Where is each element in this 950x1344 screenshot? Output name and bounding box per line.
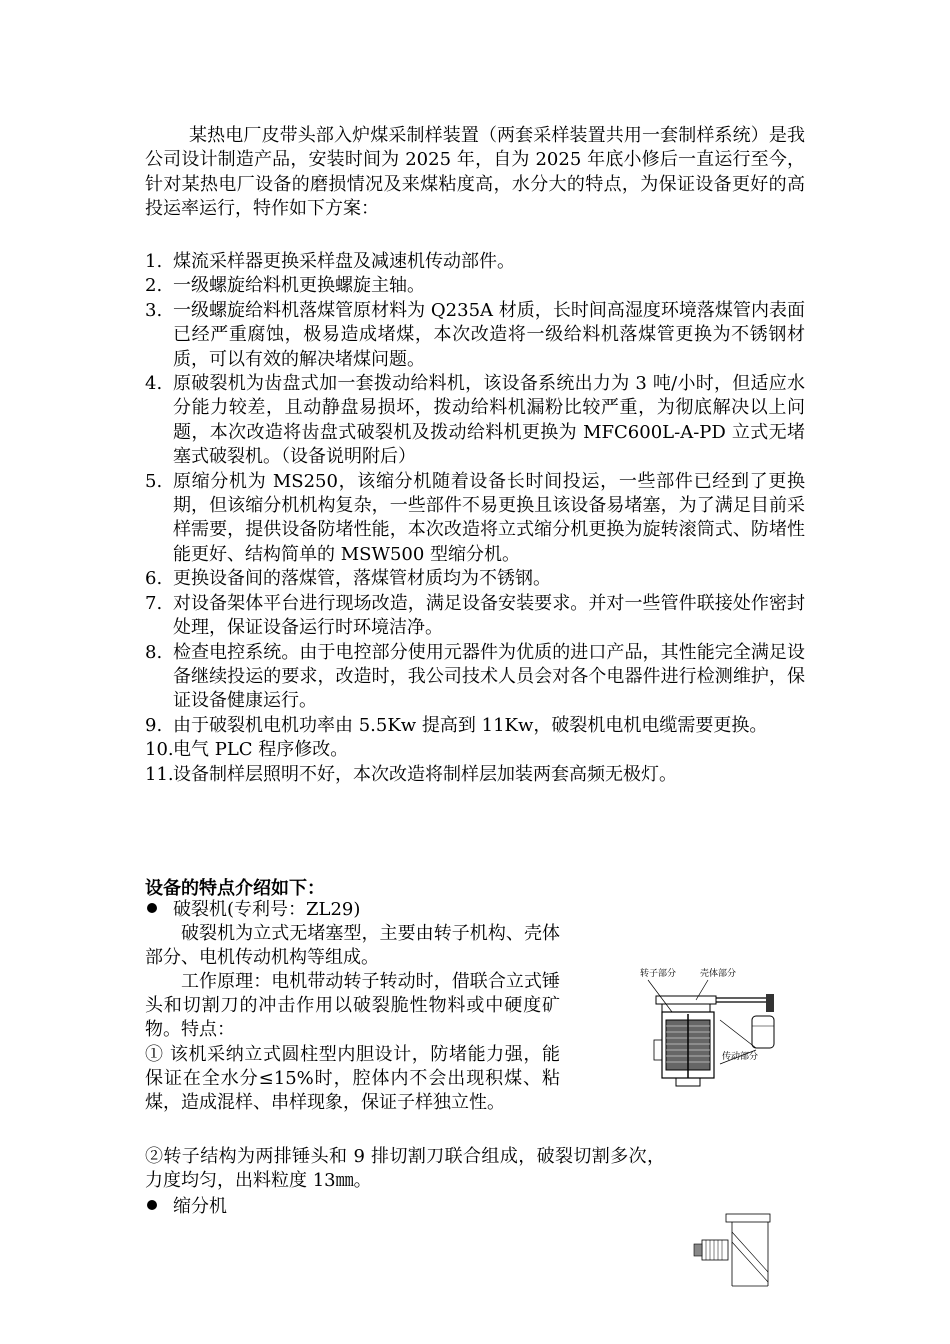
list-text: 更换设备间的落煤管，落煤管材质均为不锈钢。: [173, 568, 551, 590]
crusher-principle: 工作原理：电机带动转子转动时，借联合立式锤头和切割刀的冲击作用以破裂脆性物料或中硬度矿物。特点：: [145, 971, 560, 1040]
crusher-feature-1: ① 该机采纳立式圆柱型内胆设计，防堵能力强，能保证在全水分≤15%时，腔体内不会出现积煤、粘煤，造成混样、串样现象，保证子样独立性。: [145, 1044, 560, 1113]
list-text: 一级螺旋给料机更换螺旋主轴。: [173, 275, 425, 297]
list-number: 8.: [145, 641, 163, 663]
list-item: [145, 250, 805, 274]
list-text: 电气 PLC 程序修改。: [173, 739, 349, 761]
list-item: [145, 592, 805, 641]
list-text: 一级螺旋给料机落煤管原材料为 Q235A 材质，长时间高湿度环境落煤管内表面已经严重腐蚀，极易造成堵煤，本次改造将一级给料机落煤管更换为不锈钢材质，可以有效的解决堵煤问题。: [173, 299, 805, 370]
divider-bullet: [145, 1195, 227, 1219]
bullet-dot-icon: [147, 903, 157, 913]
list-text: 设备制样层照明不好，本次改造将制样层加装两套高频无极灯。: [173, 763, 677, 785]
list-item: [145, 470, 805, 568]
list-number: 3.: [145, 299, 163, 321]
crusher-feature-2: ②转子结构为两排锤头和 9 排切割刀联合组成，破裂切割多次，力度均匀，出料粒度 13㎜。: [145, 1146, 665, 1191]
crusher-desc: 破裂机为立式无堵塞型，主要由转子机构、壳体部分、电机传动机构等组成。: [145, 923, 560, 968]
crusher-bullet: [145, 898, 360, 922]
plan-list: [145, 250, 805, 787]
list-item: [145, 274, 805, 298]
list-item: [145, 641, 805, 714]
bullet-dot-icon: [147, 1200, 157, 1210]
list-number: 6.: [145, 568, 163, 590]
list-text: 检查电控系统。由于电控部分使用元器件为优质的进口产品，其性能完全满足设备继续投运的要求，改造时，我公司技术人员会对各个电器件进行检测维护，保证设备健康运行。: [173, 641, 805, 712]
list-number: 9.: [145, 714, 163, 736]
list-number: 1.: [145, 251, 163, 272]
intro-paragraph: 某热电厂皮带头部入炉煤采制样装置（两套采样装置共用一套制样系统）是我公司设计制造产品，安装时间为 2025 年，自为 2025 年底小修后一直运行至今，针对某热电厂设备的磨损情况及来煤粘度高，水分大的特点，为保证设备更好的高投运率运行，特作如下方案：: [145, 125, 805, 220]
list-item: [145, 567, 805, 591]
list-text: 由于破裂机电机功率由 5.5Kw 提高到 11Kw，破裂机电机电缆需要更换。: [173, 714, 768, 736]
drive-label: 传动部分: [722, 1052, 759, 1062]
rotor-label: 转子部分: [640, 969, 677, 979]
list-number: 7.: [145, 592, 163, 614]
list-item: [145, 372, 805, 470]
list-number: 5.: [145, 470, 163, 492]
list-number: 11.: [145, 763, 174, 785]
list-number: 10.: [145, 739, 174, 761]
list-text: 原缩分机为 MS250，该缩分机随着设备长时间投运，一些部件已经到了更换期，但该缩分机机构复杂，一些部件不易更换且该设备易堵塞，为了满足目前采样需要，提供设备防堵性能，本次改造将立式缩分机更换为旋转滚筒式、防堵性能更好、结构简单的 MSW500 型缩分机。: [173, 470, 805, 565]
crusher-bullet-text: 破裂机(专利号：ZL29): [173, 899, 361, 920]
list-number: 2.: [145, 275, 163, 297]
crusher-diagram: [636, 960, 786, 1090]
list-item: [145, 763, 805, 787]
list-text: 对设备架体平台进行现场改造，满足设备安装要求。并对一些管件联接处作密封处理，保证设备运行时环境洁净。: [173, 592, 805, 639]
list-item: [145, 738, 805, 762]
divider-diagram: [692, 1212, 778, 1290]
divider-bullet-text: 缩分机: [173, 1196, 227, 1217]
list-text: 煤流采样器更换采样盘及减速机传动部件。: [173, 251, 515, 272]
list-text: 原破裂机为齿盘式加一套拨动给料机，该设备系统出力为 3 吨/小时，但适应水分能力较差，且动静盘易损坏，拨动给料机漏粉比较严重，为彻底解决以上问题，本次改造将齿盘式破裂机及拨动给料机更换为 MFC600L-A-PD 立式无堵塞式破裂机。（设备说明附后）: [173, 373, 805, 468]
features-heading: 设备的特点介绍如下：: [145, 878, 325, 899]
list-item: [145, 714, 805, 738]
list-item: [145, 299, 805, 372]
list-number: 4.: [145, 373, 163, 395]
housing-label: 壳体部分: [700, 969, 737, 979]
